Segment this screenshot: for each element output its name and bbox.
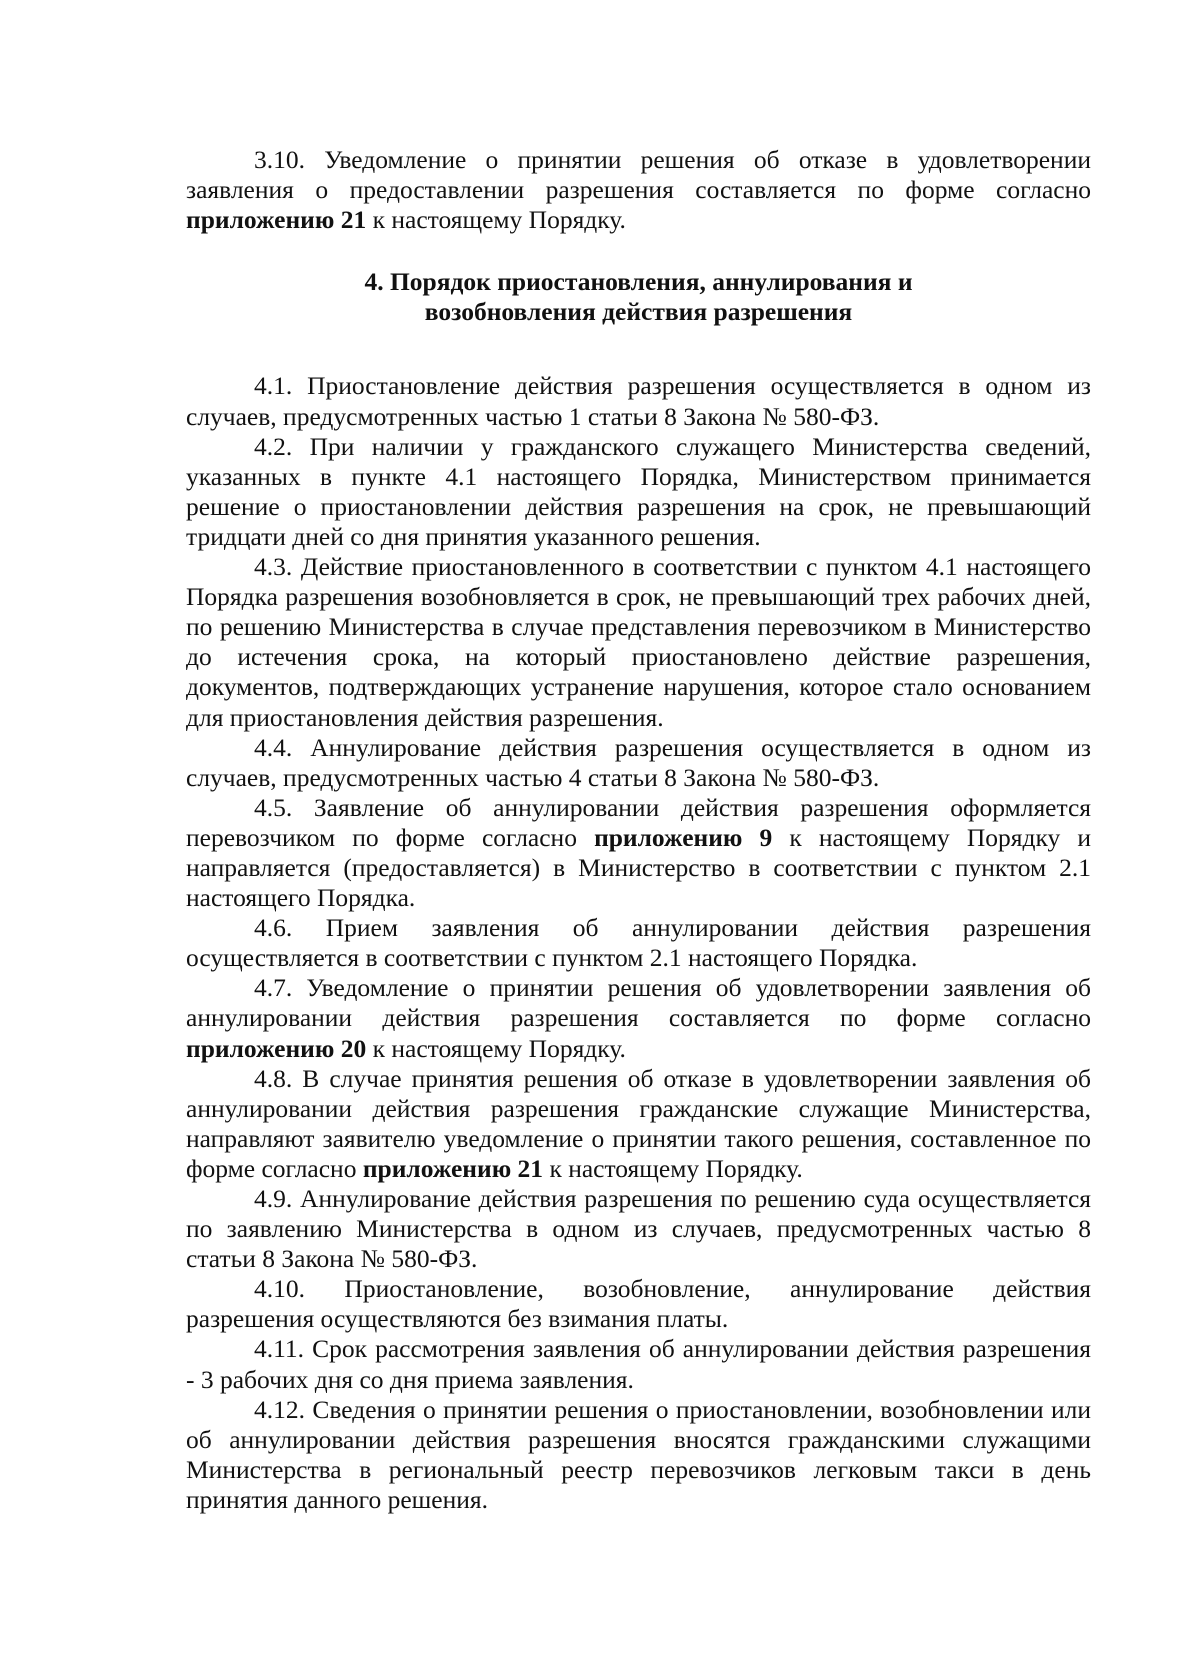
paragraph-text: 4.12. Сведения о принятии решения о приостановлении, возобновлении или об аннулировании действия разрешения вносятся гражданскими служащими Министерства в региональный реестр перевозчиков легковым такси в день принятия данного решения. (186, 1394, 1091, 1514)
paragraph-4-12 (186, 1395, 1091, 1515)
paragraph-4-6 (186, 913, 1091, 973)
paragraph-4-10 (186, 1274, 1091, 1334)
paragraph-4-5 (186, 793, 1091, 913)
paragraph-text: 4.1. Приостановление действия разрешения осуществляется в одном из случаев, предусмотренных частью 1 статьи 8 Закона № 580-ФЗ. (186, 371, 1091, 431)
paragraph-text: к настоящему Порядку. (543, 1153, 803, 1183)
paragraph-4-7 (186, 973, 1091, 1063)
paragraph-4-1 (186, 371, 1091, 431)
paragraph-4-11 (186, 1334, 1091, 1394)
section-heading-line-1: 4. Порядок приостановления, аннулирования и (364, 267, 913, 297)
paragraph-4-2 (186, 432, 1091, 552)
section-heading (186, 267, 1091, 327)
paragraph-4-8 (186, 1064, 1091, 1184)
paragraph-4-3 (186, 552, 1091, 733)
appendix-reference: приложению 20 (186, 1033, 367, 1063)
document-body (186, 145, 1091, 1515)
paragraph-text: 4.4. Аннулирование действия разрешения осуществляется в одном из случаев, предусмотренных частью 4 статьи 8 Закона № 580-ФЗ. (186, 732, 1091, 792)
paragraph-text: 4.7. Уведомление о принятии решения об удовлетворении заявления об аннулировании действия разрешения составляется по форме согласно (186, 973, 1091, 1033)
paragraph-text: к настоящему Порядку. (366, 205, 626, 235)
paragraph-text: 4.10. Приостановление, возобновление, аннулирование действия разрешения осуществляются без взимания платы. (186, 1274, 1091, 1334)
paragraph-4-4 (186, 733, 1091, 793)
paragraph-text: 4.11. Срок рассмотрения заявления об аннулировании действия разрешения - 3 рабочих дня со дня приема заявления. (186, 1334, 1091, 1394)
paragraph-text: 4.6. Прием заявления об аннулировании действия разрешения осуществляется в соответствии с пунктом 2.1 настоящего Порядка. (186, 913, 1091, 973)
paragraph-4-9 (186, 1184, 1091, 1274)
appendix-reference: приложению 21 (186, 205, 367, 235)
paragraph-text: 4.9. Аннулирование действия разрешения по решению суда осуществляется по заявлению Министерства в одном из случаев, предусмотренных частью 8 статьи 8 Закона № 580-ФЗ. (186, 1184, 1091, 1274)
paragraph-text: 4.5. Заявление об аннулировании действия разрешения оформляется перевозчиком по форме согласно (186, 792, 1091, 852)
paragraph-text: 4.3. Действие приостановленного в соответствии с пунктом 4.1 настоящего Порядка разрешения возобновляется в срок, не превышающий трех рабочих дней, по решению Министерства в случае представления перевозчиком в Министерство до истечения срока, на который приостановлено действие разрешения, документов, подтверждающих устранение нарушения, которое стало основанием для приостановления действия разрешения. (186, 552, 1091, 732)
paragraph-text: 4.8. В случае принятия решения об отказе в удовлетворении заявления об аннулировании действия разрешения гражданские служащие Министерства, направляют заявителю уведомление о принятии такого решения, составленное по форме согласно (186, 1063, 1091, 1183)
paragraph-text: 4.2. При наличии у гражданского служащего Министерства сведений, указанных в пункте 4.1 настоящего Порядка, Министерством принимается решение о приостановлении действия разрешения на срок, не превышающий тридцати дней со дня принятия указанного решения. (186, 431, 1091, 551)
appendix-reference: приложению 9 (594, 822, 773, 852)
paragraph-text: к настоящему Порядку. (366, 1033, 626, 1063)
appendix-reference: приложению 21 (362, 1153, 544, 1183)
section-heading-line-2: возобновления действия разрешения (424, 297, 853, 327)
paragraph-text: 3.10. Уведомление о принятии решения об отказе в удовлетворении заявления о предоставлении разрешения составляется по форме согласно (186, 145, 1091, 205)
paragraph-text: к настоящему Порядку и направляется (предоставляется) в Министерство в соответствии с пунктом 2.1 настоящего Порядка. (186, 822, 1092, 913)
paragraph-3-10 (186, 145, 1091, 235)
